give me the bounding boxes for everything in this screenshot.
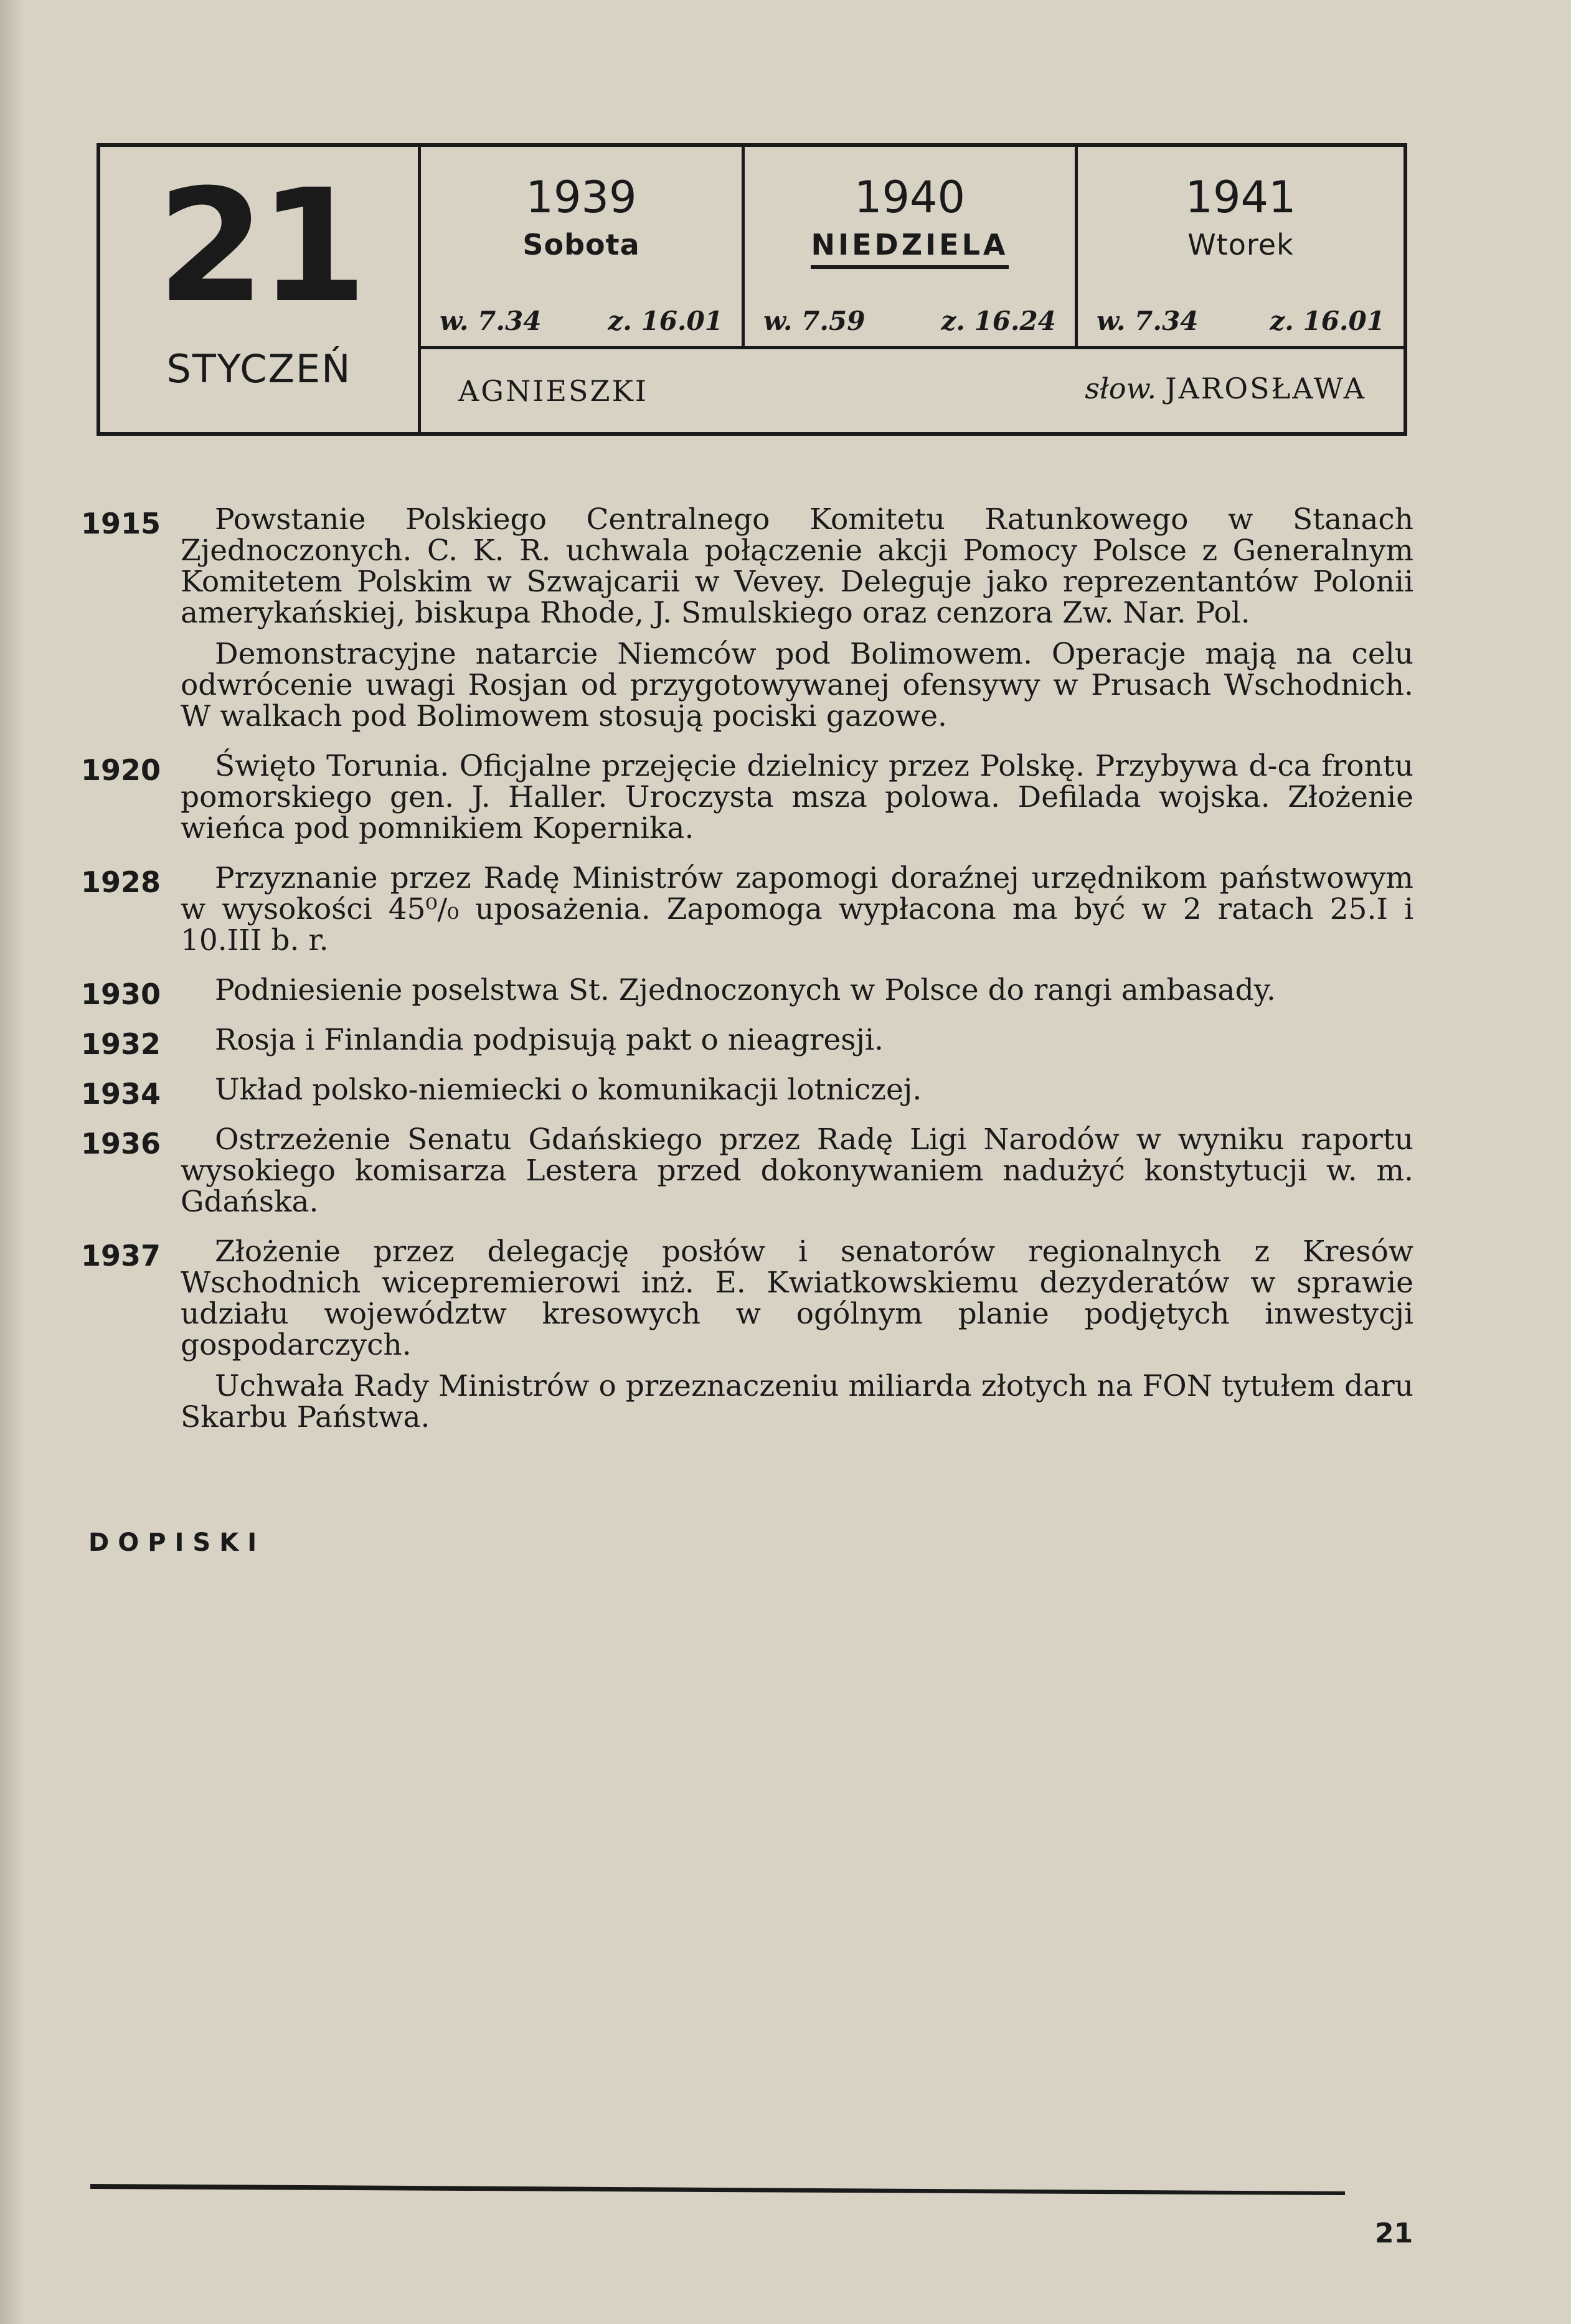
event-entry-1928: [81, 863, 1413, 956]
page-edge-shadow: [0, 0, 25, 2324]
year-label: 1941: [1185, 172, 1296, 223]
sunrise-time: w. 7.34: [440, 306, 542, 336]
event-text: [181, 504, 1413, 732]
sunrise-time: w. 7.59: [763, 306, 866, 336]
event-year: 1936: [81, 1127, 161, 1160]
event-paragraph: Podniesienie poselstwa St. Zjednoczonych w Polsce do rangi ambasady.: [215, 973, 1276, 1007]
sun-times: [440, 306, 723, 336]
event-entry-1937: [81, 1236, 1413, 1433]
event-paragraph: Przyznanie przez Radę Ministrów zapomogi doraźnej urzędnikom państwowym w wysokości 45⁰/₀ uposażenia. Zapomoga wypłacona ma być w 2 ratach 25.I i 10.III b. r.: [181, 861, 1413, 957]
event-text: [181, 863, 1413, 956]
nameday-catholic: AGNIESZKI: [458, 374, 648, 408]
event-text: [181, 975, 1413, 1006]
weekday-text: NIEDZIELA: [811, 228, 1008, 269]
notes-heading: DOPISKI: [88, 1528, 266, 1557]
name-days-row: [421, 346, 1404, 432]
weekday-label: Wtorek: [1187, 228, 1294, 261]
event-paragraph: Demonstracyjne natarcie Niemców pod Bolimowem. Operacje mają na celu odwrócenie uwagi Rosjan od przygotowywanej ofensywy w Prusach Wschodnich. W walkach pod Bolimowem stosują pociski gazowe.: [181, 637, 1413, 733]
nameday-slavic-prefix: słow.: [1085, 372, 1157, 405]
event-year: 1934: [81, 1077, 161, 1111]
page-number: 21: [1375, 2218, 1413, 2249]
event-year: 1930: [81, 977, 161, 1011]
event-paragraph: Rosja i Finlandia podpisują pakt o nieagresji.: [215, 1023, 884, 1057]
month-name: STYCZEŃ: [166, 346, 352, 392]
nameday-slavic-name: JAROSŁAWA: [1165, 372, 1366, 405]
day-cell: [100, 147, 421, 432]
event-text: [181, 751, 1413, 844]
event-year: 1915: [81, 507, 161, 540]
sunset-time: z. 16.01: [1270, 306, 1385, 336]
weekday-label-sunday: [745, 228, 1075, 261]
events-list: [81, 504, 1413, 1452]
weekday-label: Sobota: [522, 228, 640, 261]
event-year: 1920: [81, 753, 161, 787]
event-text: [181, 1075, 1413, 1106]
event-paragraph: Układ polsko-niemiecki o komunikacji lotniczej.: [215, 1073, 922, 1107]
year-label: 1939: [526, 172, 637, 223]
day-number: 21: [157, 156, 361, 337]
event-text: [181, 1124, 1413, 1218]
sunset-time: z. 16.01: [608, 306, 723, 336]
year-column-1939: [421, 147, 745, 346]
event-year: 1928: [81, 865, 161, 899]
sunset-time: z. 16.24: [941, 306, 1056, 336]
event-paragraph: Powstanie Polskiego Centralnego Komitetu Ratunkowego w Stanach Zjednoczonych. C. K. R. uchwala połączenie akcji Pomocy Polsce z Generalnym Komitetem Polskim w Szwajcarii w Vevey. Deleguje jako reprezentantów Polonii amerykańskiej, biskupa Rhode, J. Smulskiego oraz cenzora Zw. Nar. Pol.: [181, 502, 1413, 630]
event-entry-1915: [81, 504, 1413, 732]
year-label: 1940: [854, 172, 966, 223]
footer-rule: [90, 2184, 1345, 2195]
year-column-1940: [745, 147, 1078, 346]
event-text: [181, 1025, 1413, 1056]
event-year: 1937: [81, 1239, 161, 1273]
event-entry-1936: [81, 1124, 1413, 1218]
event-entry-1932: [81, 1023, 1413, 1061]
year-column-1941: [1078, 147, 1404, 346]
nameday-slavic: [1085, 372, 1366, 405]
event-paragraph: Uchwała Rady Ministrów o przeznaczeniu miliarda złotych na FON tytułem daru Skarbu Państwa.: [181, 1369, 1413, 1434]
event-entry-1930: [81, 973, 1413, 1011]
calendar-header: [97, 143, 1407, 436]
event-paragraph: Ostrzeżenie Senatu Gdańskiego przez Radę Ligi Narodów w wyniku raportu wysokiego komisarza Lestera przed dokonywaniem nadużyć konstytucji w. m. Gdańska.: [181, 1122, 1413, 1219]
sun-times: [763, 306, 1056, 336]
event-entry-1934: [81, 1073, 1413, 1111]
event-paragraph: Święto Torunia. Oficjalne przejęcie dzielnicy przez Polskę. Przybywa d-ca frontu pomorskiego gen. J. Haller. Uroczysta msza polowa. Defilada wojska. Złożenie wieńca pod pomnikiem Kopernika.: [181, 749, 1413, 845]
event-text: [181, 1236, 1413, 1433]
sunrise-time: w. 7.34: [1097, 306, 1199, 336]
sun-times: [1097, 306, 1385, 336]
event-year: 1932: [81, 1027, 161, 1061]
event-entry-1920: [81, 751, 1413, 844]
event-paragraph: Złożenie przez delegację posłów i senatorów regionalnych z Kresów Wschodnich wicepremierowi inż. E. Kwiatkowskiemu dezyderatów w sprawie udziału województw kresowych w ogólnym planie podjętych inwestycji gospodarczych.: [181, 1235, 1413, 1362]
